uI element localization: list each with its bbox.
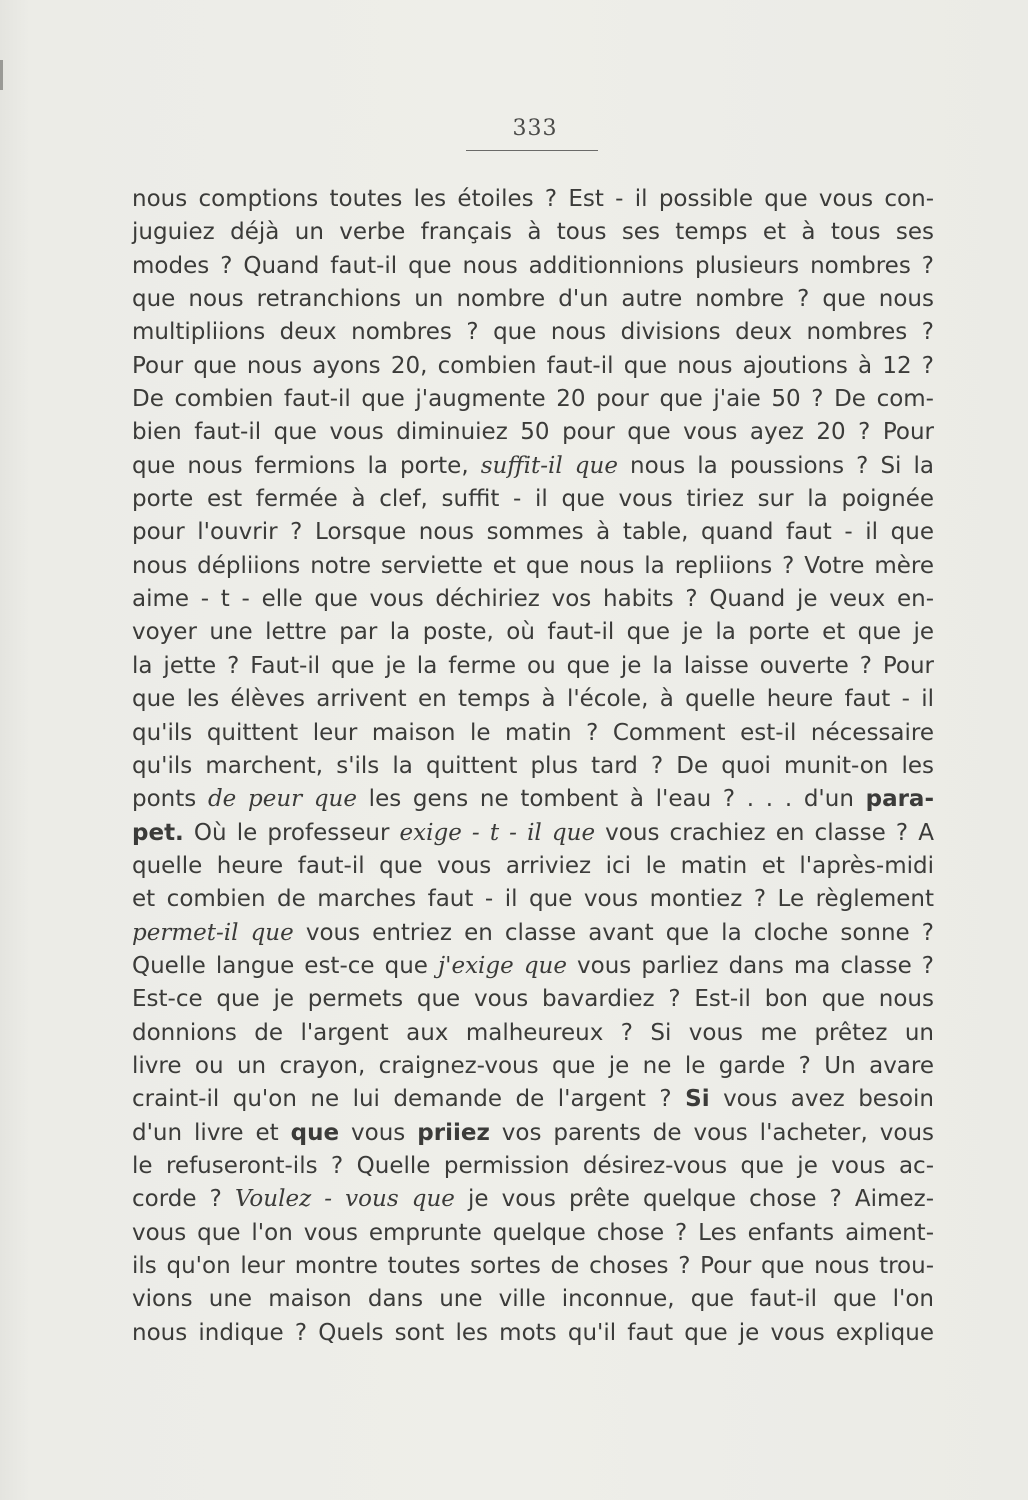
text-line: [132, 783, 934, 816]
italic-phrase: de peur que: [207, 786, 357, 813]
text-segment: voyer une lettre par la poste, où faut-il que je la porte et que je: [132, 619, 934, 646]
italic-phrase: permet-il que: [132, 919, 294, 946]
text-line: [132, 817, 934, 850]
text-line: [132, 1017, 934, 1050]
text-line: [132, 416, 934, 449]
text-segment: qu'ils quittent leur maison le matin ? Comment est-il nécessaire: [132, 719, 934, 746]
text-segment: que nous fermions la porte,: [132, 452, 481, 479]
text-segment: vous parliez dans ma classe ?: [566, 952, 934, 979]
text-segment: vous que l'on vous emprunte quelque chose ? Les enfants aiment-: [132, 1219, 934, 1246]
text-segment: aime - t - elle que vous déchiriez vos habits ? Quand je veux en-: [132, 586, 934, 613]
page-number-rule: [466, 150, 598, 151]
text-line: [132, 1050, 934, 1083]
text-line: [132, 1083, 934, 1116]
text-segment: bien faut-il que vous diminuiez 50 pour que vous ayez 20 ? Pour: [132, 419, 934, 446]
text-segment: Pour que nous ayons 20, combien faut-il que nous ajoutions à 12 ?: [132, 352, 934, 379]
bold-phrase: priiez: [417, 1119, 490, 1146]
italic-phrase: suffit-il que: [480, 452, 618, 479]
margin-mark: [0, 60, 3, 90]
text-segment: qu'ils marchent, s'ils la quittent plus tard ? De quoi munit-on les: [132, 752, 934, 779]
text-segment: craint-il qu'on ne lui demande de l'argent ?: [132, 1086, 686, 1113]
text-segment: ponts: [132, 786, 208, 813]
text-segment: vos parents de vous l'acheter, vous: [489, 1119, 935, 1146]
text-segment: vions une maison dans une ville inconnue, que faut-il que l'on: [132, 1286, 934, 1313]
text-segment: vous crachiez en classe ? A: [595, 819, 934, 846]
text-segment: que les élèves arrivent en temps à l'école, à quelle heure faut - il: [132, 686, 934, 713]
text-segment: corde ?: [132, 1186, 235, 1213]
italic-phrase: Voulez - vous que: [234, 1186, 455, 1213]
text-line: [132, 883, 934, 916]
bold-phrase: Si: [685, 1086, 710, 1113]
text-segment: le refuseront-ils ? Quelle permission désirez-vous que je vous ac-: [132, 1152, 934, 1179]
text-line: [132, 917, 934, 950]
text-segment: porte est fermée à clef, suffit - il que vous tiriez sur la poignée: [132, 486, 934, 513]
text-segment: Où le professeur: [183, 819, 400, 846]
text-line: [132, 216, 934, 249]
text-segment: livre ou un crayon, craignez-vous que je ne le garde ? Un avare: [132, 1052, 934, 1079]
text-line: [132, 950, 934, 983]
text-line: [132, 1217, 934, 1250]
text-segment: quelle heure faut-il que vous arriviez ici le matin et l'après-midi: [132, 852, 934, 879]
text-segment: je vous prête quelque chose ? Aimez-: [454, 1186, 934, 1213]
text-segment: nous dépliions notre serviette et que nous la repliions ? Votre mère: [132, 552, 934, 579]
text-segment: Quelle langue est-ce que: [132, 952, 439, 979]
text-segment: vous avez besoin: [709, 1086, 934, 1113]
text-line: [132, 1117, 934, 1150]
text-segment: les gens ne tombent à l'eau ? . . . d'un: [356, 786, 866, 813]
text-line: [132, 283, 934, 316]
text-segment: d'un livre et: [132, 1119, 291, 1146]
italic-phrase: j'exige que: [438, 952, 567, 979]
text-line: [132, 750, 934, 783]
text-line: [132, 983, 934, 1016]
text-segment: modes ? Quand faut-il que nous additionnions plusieurs nombres ?: [132, 252, 934, 279]
text-line: [132, 1283, 934, 1316]
text-segment: la jette ? Faut-il que je la ferme ou que je la laisse ouverte ? Pour: [132, 652, 934, 679]
text-line: [132, 1250, 934, 1283]
text-line: [132, 717, 934, 750]
text-segment: nous comptions toutes les étoiles ? Est - il possible que vous con-: [132, 186, 934, 212]
text-segment: juguiez déjà un verbe français à tous ses temps et à tous ses: [132, 219, 934, 246]
text-segment: De combien faut-il que j'augmente 20 pour que j'aie 50 ? De com-: [132, 386, 934, 413]
text-segment: que nous retranchions un nombre d'un autre nombre ? que nous: [132, 286, 934, 313]
text-line: [132, 583, 934, 616]
bold-phrase: que: [290, 1119, 340, 1146]
text-line: [132, 1317, 934, 1350]
text-segment: nous la poussions ? Si la: [617, 452, 934, 479]
text-line: [132, 850, 934, 883]
text-segment: donnions de l'argent aux malheureux ? Si vous me prêtez un: [132, 1019, 934, 1046]
text-segment: et combien de marches faut - il que vous montiez ? Le règlement: [132, 886, 934, 913]
text-segment: ils qu'on leur montre toutes sortes de choses ? Pour que nous trou-: [132, 1253, 934, 1279]
text-segment: nous indique ? Quels sont les mots qu'il faut que je vous explique: [132, 1319, 934, 1346]
text-line: [132, 450, 934, 483]
text-segment: vous entriez en classe avant que la cloche sonne ?: [293, 919, 934, 946]
italic-phrase: exige - t - il que: [399, 819, 596, 846]
text-line: [132, 1150, 934, 1183]
text-segment: vous: [339, 1119, 418, 1146]
text-line: [132, 316, 934, 349]
text-segment: pour l'ouvrir ? Lorsque nous sommes à table, quand faut - il que: [132, 519, 934, 546]
bold-phrase: pet.: [132, 819, 184, 846]
bold-phrase: para-: [865, 786, 935, 813]
body-text: [132, 183, 934, 1350]
text-line: [132, 650, 934, 683]
text-line: [132, 516, 934, 549]
text-line: [132, 350, 934, 383]
text-line: [132, 550, 934, 583]
page-number: 333: [512, 116, 558, 141]
text-line: [132, 616, 934, 649]
text-segment: multipliions deux nombres ? que nous divisions deux nombres ?: [132, 319, 934, 346]
text-line: [132, 483, 934, 516]
text-segment: Est-ce que je permets que vous bavardiez ? Est-il bon que nous: [132, 986, 934, 1013]
text-line: [132, 183, 934, 216]
text-line: [132, 250, 934, 283]
text-line: [132, 683, 934, 716]
text-line: [132, 1183, 934, 1216]
text-line: [132, 383, 934, 416]
